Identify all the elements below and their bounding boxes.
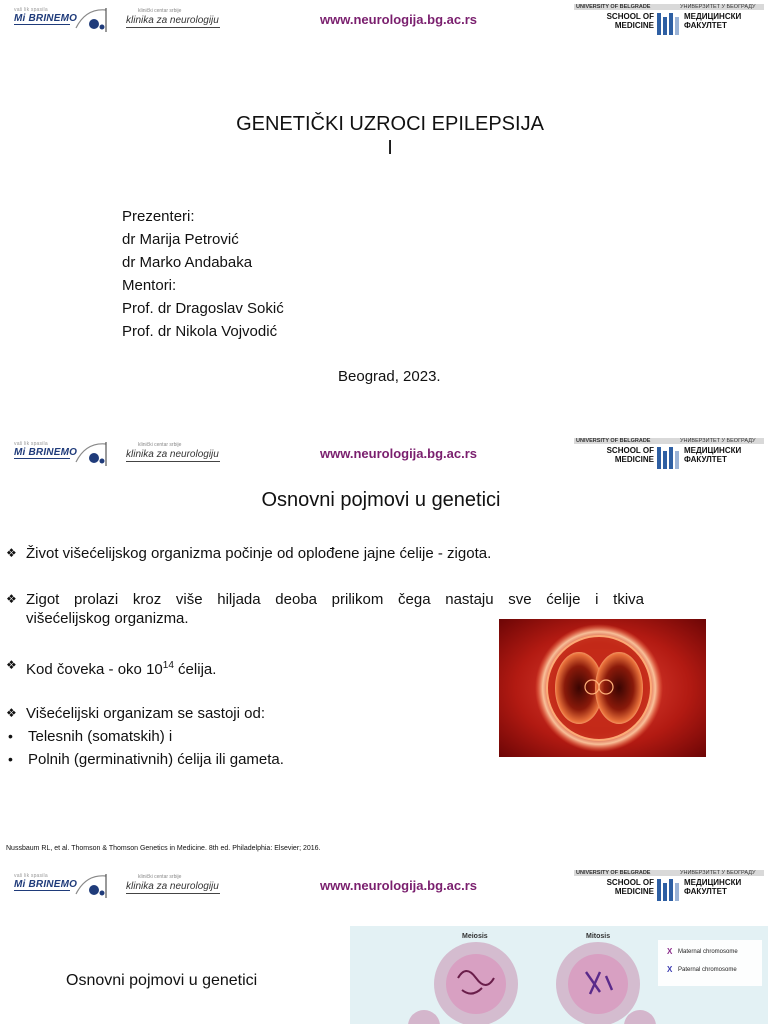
faculty-line-2: ФАКУЛТЕТ bbox=[684, 455, 727, 464]
citation: Nussbaum RL, et al. Thomson & Thomson Genetics in Medicine. 8th ed. Philadelphia: Elsevier; 2016. bbox=[6, 845, 321, 852]
site-url-link[interactable]: www.neurologija.bg.ac.rs bbox=[320, 446, 477, 461]
columns-icon bbox=[656, 11, 680, 37]
logo-clinic-name: klinika za neurologiju bbox=[126, 15, 219, 26]
logo-mibrinemo: Mi BRINEMO bbox=[14, 13, 78, 24]
diamond-bullet-icon: ❖ bbox=[6, 592, 17, 606]
logo-underline bbox=[126, 461, 220, 462]
site-url-link[interactable]: www.neurologija.bg.ac.rs bbox=[320, 12, 477, 27]
school-line-1: SCHOOL OF bbox=[606, 446, 654, 455]
bullet-text: Polnih (germinativnih) ćelija ili gameta. bbox=[28, 751, 284, 768]
presenters-label: Prezenteri: bbox=[122, 208, 195, 225]
columns-icon bbox=[656, 877, 680, 903]
label-mitosis: Mitosis bbox=[586, 933, 611, 940]
univ-name-en: UNIVERSITY OF BELGRADE bbox=[576, 438, 651, 444]
faculty-name bbox=[684, 12, 741, 30]
brain-mark-icon bbox=[72, 6, 120, 34]
exponent: 14 bbox=[162, 660, 174, 671]
faculty-line-1: МЕДИЦИНСКИ bbox=[684, 446, 742, 455]
univ-name-sr: УНИВЕРЗИТЕТ У БЕОГРАДУ bbox=[680, 438, 756, 444]
slide-title bbox=[0, 0, 768, 434]
faculty-name bbox=[684, 878, 741, 896]
clinic-logo bbox=[12, 440, 224, 468]
faculty-line-2: ФАКУЛТЕТ bbox=[684, 887, 727, 896]
univ-name-en: UNIVERSITY OF BELGRADE bbox=[576, 870, 651, 876]
meiosis-mitosis-figure bbox=[350, 926, 768, 1024]
presenter-name: dr Marko Andabaka bbox=[122, 254, 253, 271]
mentor-name: Prof. dr Nikola Vojvodić bbox=[122, 323, 278, 340]
presentation-title bbox=[0, 112, 768, 160]
maternal-icon: X bbox=[667, 947, 673, 956]
bullet-text-line: višećelijskog organizma. bbox=[26, 610, 189, 627]
brain-mark-icon bbox=[72, 872, 120, 900]
faculty-name bbox=[684, 446, 741, 464]
diamond-bullet-icon: ❖ bbox=[6, 658, 17, 672]
legend-maternal: Maternal chromosome bbox=[678, 949, 738, 955]
paternal-icon: X bbox=[667, 965, 673, 974]
univ-name-sr: УНИВЕРЗИТЕТ У БЕОГРАДУ bbox=[680, 870, 756, 876]
univ-name-sr: УНИВЕРЗИТЕТ У БЕОГРАДУ bbox=[680, 4, 756, 10]
cell-division-illustration bbox=[350, 926, 768, 1024]
bullet-text-part: Kod čoveka - oko 10 bbox=[26, 661, 163, 678]
slide-basic-concepts-2 bbox=[0, 866, 768, 1024]
dot-bullet-icon: • bbox=[8, 751, 13, 767]
logo-clinic-name: klinika za neurologiju bbox=[126, 881, 219, 892]
bullet-text bbox=[26, 656, 216, 679]
columns-icon bbox=[656, 445, 680, 471]
logo-tagline: vaš lik spasila bbox=[14, 7, 48, 13]
brain-mark-icon bbox=[72, 440, 120, 468]
logo-mibrinemo: Mi BRINEMO bbox=[14, 879, 78, 890]
faculty-line-2: ФАКУЛТЕТ bbox=[684, 21, 727, 30]
logo-mibrinemo: Mi BRINEMO bbox=[14, 447, 78, 458]
school-line-1: SCHOOL OF bbox=[606, 878, 654, 887]
bullet-text: Telesnih (somatskih) i bbox=[28, 728, 173, 745]
dot-bullet-icon: • bbox=[8, 728, 13, 744]
mentors-label: Mentori: bbox=[122, 277, 177, 294]
logo-underline bbox=[126, 893, 220, 894]
logo-tagline: vaš lik spasila bbox=[14, 441, 48, 447]
city-year: Beograd, 2023. bbox=[338, 368, 441, 385]
bullet-text: Višećelijski organizam se sastoji od: bbox=[26, 705, 265, 722]
zygote-image bbox=[499, 619, 706, 757]
school-line-2: MEDICINE bbox=[614, 21, 654, 30]
label-meiosis: Meiosis bbox=[462, 933, 488, 940]
zygote-illustration bbox=[499, 619, 706, 757]
logo-clinic-name: klinika za neurologiju bbox=[126, 449, 219, 460]
logo-tagline: vaš lik spasila bbox=[14, 873, 48, 879]
faculty-line-1: МЕДИЦИНСКИ bbox=[684, 12, 742, 21]
bullet-text-line: Zigot prolazi kroz više hiljada deoba prilikom čega nastaju sve ćelije i tkiva bbox=[26, 591, 644, 608]
school-line-2: MEDICINE bbox=[614, 887, 654, 896]
slide-title: Osnovni pojmovi u genetici bbox=[261, 489, 501, 511]
presenter-name: dr Marija Petrović bbox=[122, 231, 239, 248]
slide-basic-concepts bbox=[0, 434, 768, 866]
slide-header bbox=[0, 434, 768, 474]
diamond-bullet-icon: ❖ bbox=[6, 706, 17, 720]
logo-center-label: klinički centar srbije bbox=[138, 442, 182, 448]
title-line-2: I bbox=[387, 137, 393, 159]
title-line-1: GENETIČKI UZROCI EPILEPSIJA bbox=[236, 113, 544, 135]
university-logo bbox=[574, 4, 764, 36]
logo-underline bbox=[14, 458, 70, 459]
slide-header bbox=[0, 0, 768, 40]
school-name bbox=[578, 878, 654, 896]
university-logo bbox=[574, 870, 764, 902]
university-logo bbox=[574, 438, 764, 470]
slide-title: Osnovni pojmovi u genetici bbox=[66, 972, 258, 989]
presenters-block bbox=[122, 205, 284, 343]
clinic-logo bbox=[12, 872, 224, 900]
bullet-text: Život višećelijskog organizma počinje od oplođene jajne ćelije - zigota. bbox=[26, 545, 492, 562]
site-url-link[interactable]: www.neurologija.bg.ac.rs bbox=[320, 878, 477, 893]
school-line-1: SCHOOL OF bbox=[606, 12, 654, 21]
faculty-line-1: МЕДИЦИНСКИ bbox=[684, 878, 742, 887]
diamond-bullet-icon: ❖ bbox=[6, 546, 17, 560]
legend-paternal: Paternal chromosome bbox=[678, 967, 737, 973]
clinic-logo bbox=[12, 6, 224, 34]
logo-center-label: klinički centar srbije bbox=[138, 8, 182, 14]
school-line-2: MEDICINE bbox=[614, 455, 654, 464]
univ-name-en: UNIVERSITY OF BELGRADE bbox=[576, 4, 651, 10]
school-name bbox=[578, 12, 654, 30]
school-name bbox=[578, 446, 654, 464]
logo-underline bbox=[14, 24, 70, 25]
logo-center-label: klinički centar srbije bbox=[138, 874, 182, 880]
mentor-name: Prof. dr Dragoslav Sokić bbox=[122, 300, 284, 317]
logo-underline bbox=[14, 890, 70, 891]
bullet-text-part: ćelija. bbox=[173, 661, 217, 678]
logo-underline bbox=[126, 27, 220, 28]
slide-header bbox=[0, 866, 768, 906]
